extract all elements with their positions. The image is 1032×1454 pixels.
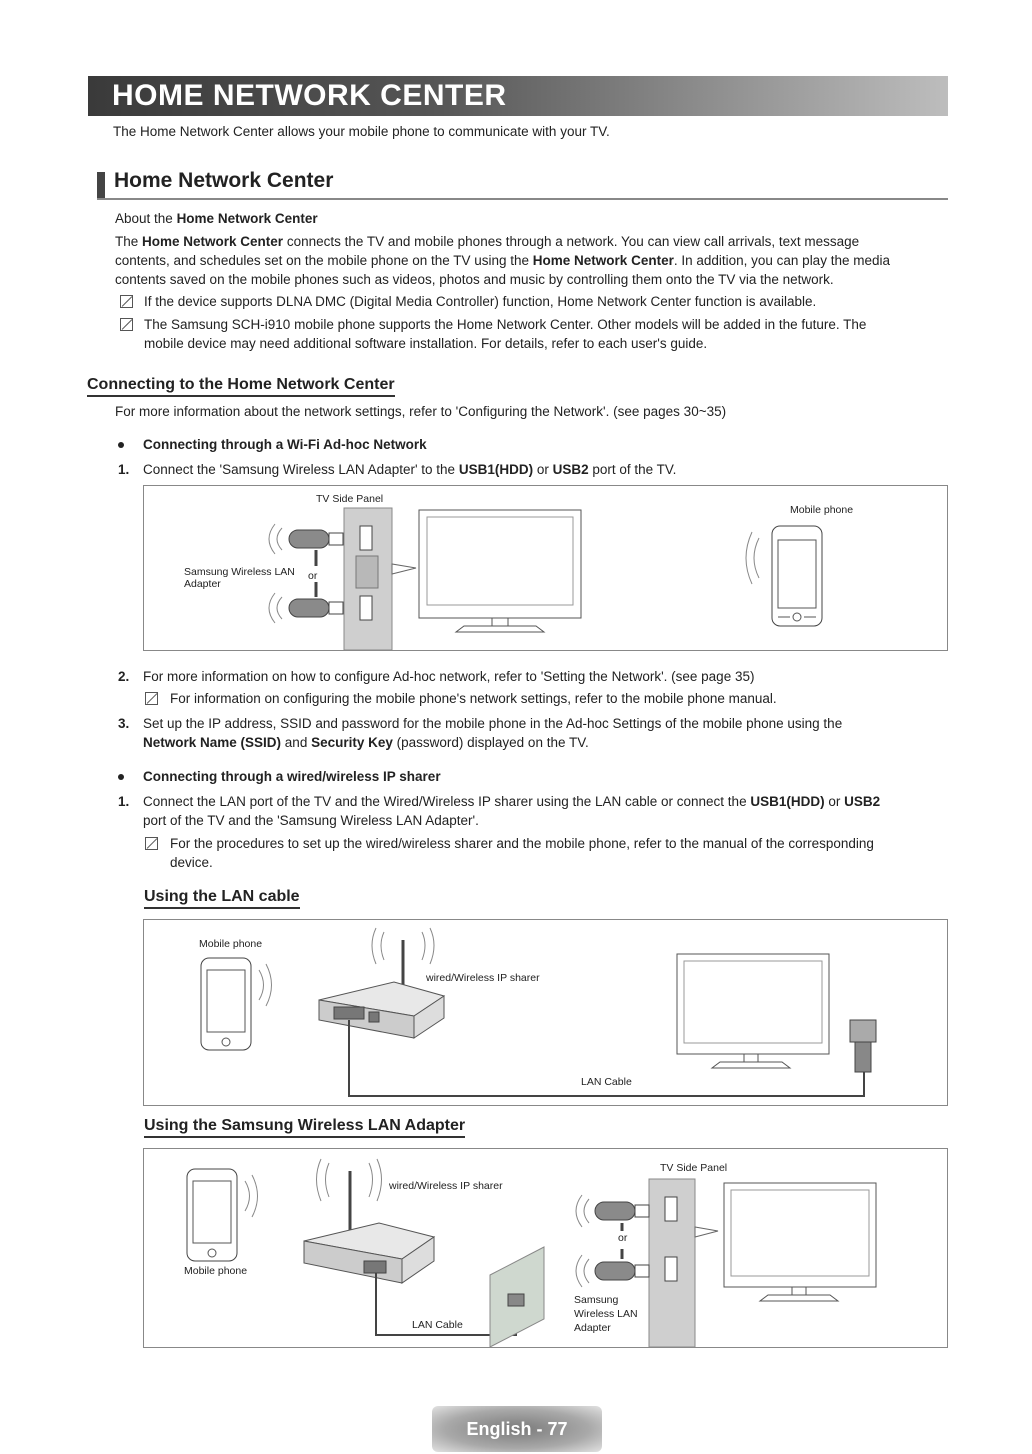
figure-lan-cable [143,919,948,1106]
step-2: 2. For more information on how to configure Ad-hoc network, refer to 'Setting the Network'. (see page 35) [118,669,755,684]
bullet-icon [118,442,124,448]
bullet-sharer: Connecting through a wired/wireless IP sharer [118,767,441,786]
section-divider [97,198,948,200]
section-marker [97,172,105,198]
note-icon [120,318,133,331]
figure-wireless-adapter [143,1148,948,1348]
page-number: English - 77 [466,1419,568,1439]
note-dlna: If the device supports DLNA DMC (Digital Media Controller) function, Home Network Center function is available. [120,292,816,311]
intro-text: The Home Network Center allows your mobile phone to communicate with your TV. [113,124,610,139]
figure-adhoc [143,485,948,651]
note-icon [145,837,158,850]
mobile-phone-label: Mobile phone [790,504,854,516]
wireless-adapter-diagram [144,1149,947,1347]
step-b1-note: For the procedures to set up the wired/wireless sharer and the mobile phone, refer to the manual of the corresponding device. [145,834,874,872]
connecting-intro: For more information about the network settings, refer to 'Configuring the Network'. (see pages 30~35) [115,404,727,419]
bullet-icon [118,774,124,780]
lan-cable-label: LAN Cable [412,1319,463,1331]
or-label: or [618,1232,628,1244]
note-icon [145,692,158,705]
about-paragraph: The Home Network Center connects the TV and mobile phones through a network. You can view call arrivals, text message contents, and schedules set on the mobile phone on the TV using the Home Network Center. In addition, you can play the media contents saved on the mobile phones such as videos, photos and music by controlling them onto the TV via the network. [115,234,890,287]
tv-side-panel-label: TV Side Panel [316,493,384,505]
page-banner [88,76,948,116]
mobile-phone-label: Mobile phone [184,1265,248,1277]
step-b1: 1. Connect the LAN port of the TV and the Wired/Wireless IP sharer using the LAN cable or connect the USB1(HDD) or USB2 port of the TV and the 'Samsung Wireless LAN Adapter'. [118,794,881,828]
lan-cable-title: Using the LAN cable [144,888,300,909]
bullet-adhoc: Connecting through a Wi-Fi Ad-hoc Network [118,435,427,454]
section-title: Home Network Center [114,169,334,192]
banner-title: HOME NETWORK CENTER [112,79,507,112]
sharer-label: wired/Wireless IP sharer [389,1180,503,1192]
step-3: 3. Set up the IP address, SSID and password for the mobile phone in the Ad-hoc Settings of the mobile phone using the Network Name (SSID) and Security Key (password) displayed on the TV. [118,716,843,750]
tv-side-panel-label: TV Side Panel [660,1162,728,1174]
lan-cable-label: LAN Cable [581,1076,632,1088]
note-samsung: The Samsung SCH-i910 mobile phone supports the Home Network Center. Other models will be added in the future. The mobile device may need additional software installation. For details, refer to each user's guide. [120,315,866,353]
about-heading: About the Home Network Center [115,211,318,226]
step-2-note: For information on configuring the mobile phone's network settings, refer to the mobile phone manual. [145,689,777,708]
connecting-title: Connecting to the Home Network Center [87,376,395,397]
sharer-label: wired/Wireless IP sharer [426,972,540,984]
step-1: 1. Connect the 'Samsung Wireless LAN Adapter' to the USB1(HDD) or USB2 port of the TV. [118,462,677,477]
or-label: or [308,570,318,582]
adapter-title: Using the Samsung Wireless LAN Adapter [144,1117,465,1138]
adapter-label: Samsung Wireless LAN Adapter [184,566,295,590]
mobile-phone-label: Mobile phone [199,938,263,950]
page-number-badge [432,1406,602,1452]
adapter-label: Samsung Wireless LAN Adapter [574,1294,638,1334]
lan-cable-diagram [144,920,947,1105]
note-icon [120,295,133,308]
